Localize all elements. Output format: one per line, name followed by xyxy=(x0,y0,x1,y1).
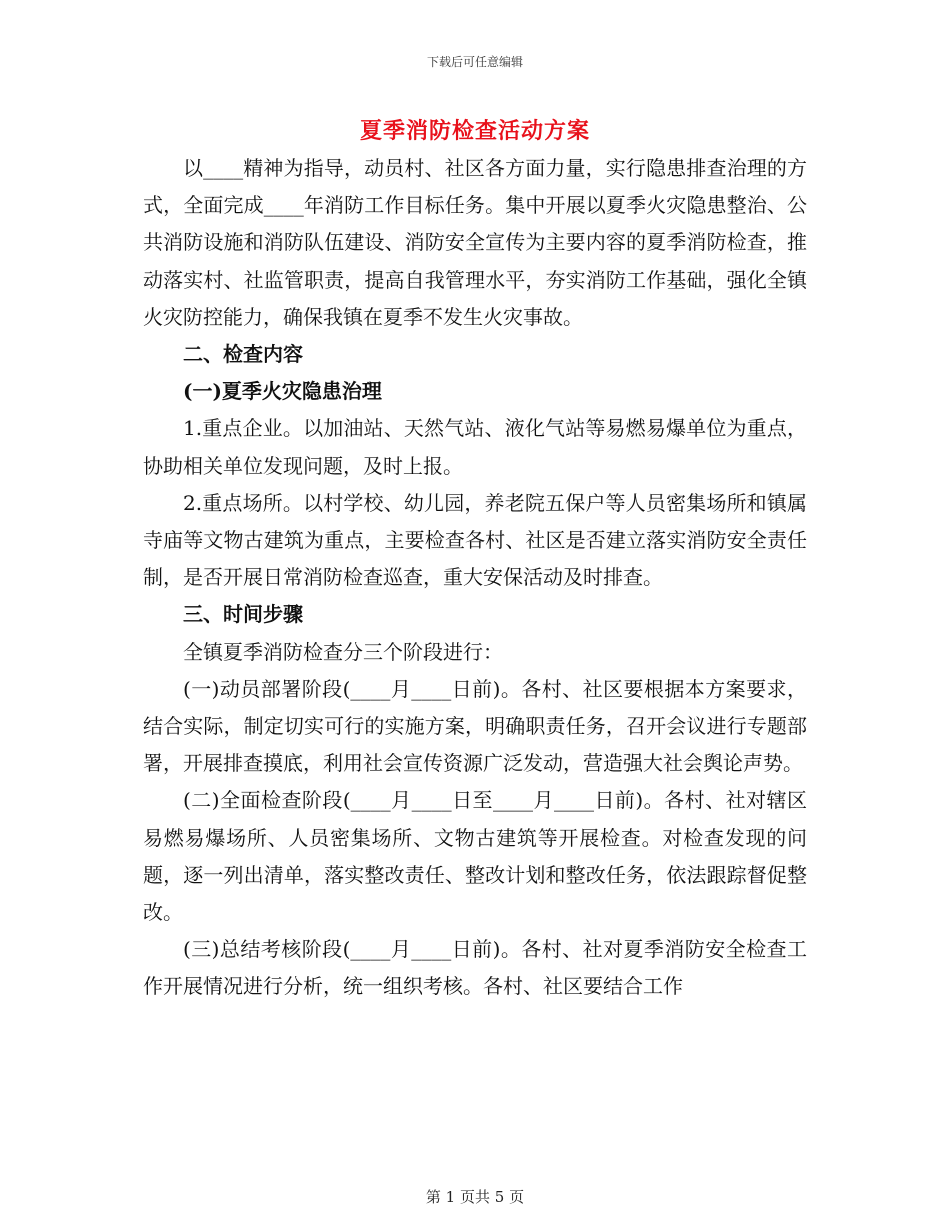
paragraph-key-venues: 2.重点场所。以村学校、幼儿园，养老院五保户等人员密集场所和镇属寺庙等文物古建筑为重点，主要检查各村、社区是否建立落实消防安全责任制，是否开展日常消防检查巡查，重大安保活动及时排查。 xyxy=(143,490,807,590)
paragraph-intro: 以____精神为指导，动员村、社区各方面力量，实行隐患排查治理的方式，全面完成____年消防工作目标任务。集中开展以夏季火灾隐患整治、公共消防设施和消防队伍建设、消防安全宣传为主要内容的夏季消防检查，推动落实村、社监管职责，提高自我管理水平，夯实消防工作基础，强化全镇火灾防控能力，确保我镇在夏季不发生火灾事故。 xyxy=(143,156,807,329)
subsection-heading-hazard-treatment: (一)夏季火灾隐患治理 xyxy=(183,379,382,404)
page-header: 下载后可任意编辑 xyxy=(426,55,523,69)
document-title: 夏季消防检查活动方案 xyxy=(359,118,590,144)
paragraph-stage-mobilization: (一)动员部署阶段(____月____日前)。各村、社区要根据本方案要求，结合实际，制定切实可行的实施方案，明确职责任务，召开会议进行专题部署，开展排查摸底，利用社会宣传资源广泛发动，营造强大社会舆论声势。 xyxy=(143,676,807,776)
paragraph-key-enterprises: 1.重点企业。以加油站、天然气站、液化气站等易燃易爆单位为重点，协助相关单位发现问题，及时上报。 xyxy=(143,416,807,478)
paragraph-stage-inspection: (二)全面检查阶段(____月____日至____月____日前)。各村、社对辖区易燃易爆场所、人员密集场所、文物古建筑等开展检查。对检查发现的问题，逐一列出清单，落实整改责任、整改计划和整改任务，依法跟踪督促整改。 xyxy=(143,788,807,925)
document-body xyxy=(143,150,807,1006)
paragraph-three-stages: 全镇夏季消防检查分三个阶段进行： xyxy=(183,639,503,664)
paragraph-stage-summary: (三)总结考核阶段(____月____日前)。各村、社对夏季消防安全检查工作开展情况进行分析，统一组织考核。各村、社区要结合工作 xyxy=(143,937,807,999)
section-heading-time-steps: 三、时间步骤 xyxy=(183,602,303,627)
page-footer: 第 1 页共 5 页 xyxy=(425,1188,525,1206)
section-heading-inspection-content: 二、检查内容 xyxy=(183,342,303,367)
